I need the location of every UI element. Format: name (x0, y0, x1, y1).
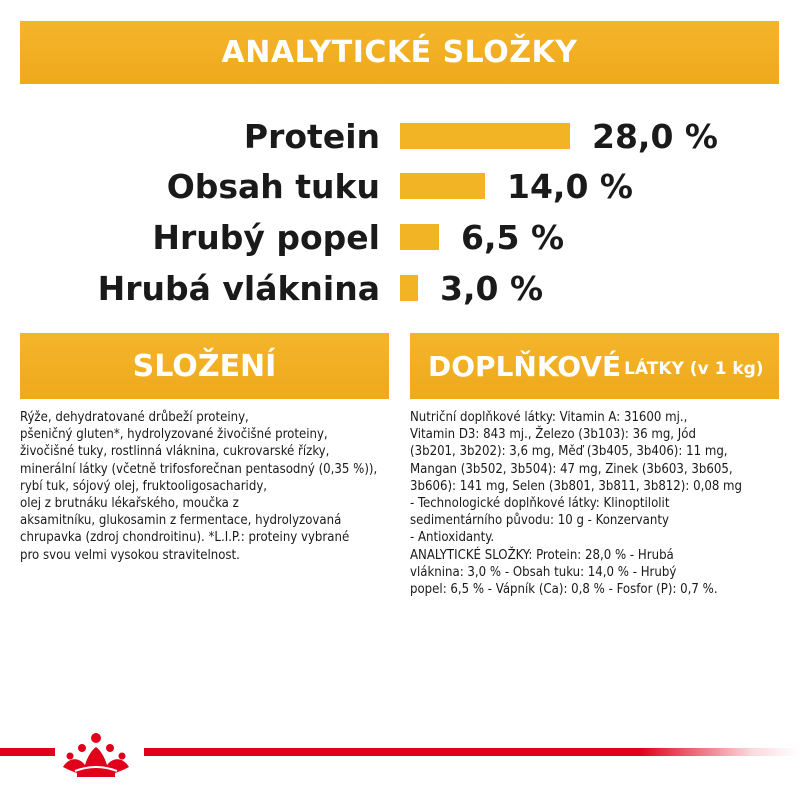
additives-line: - Technologické doplňkové látky: Klinoptilolit (410, 496, 670, 512)
nutrient-row-fat (0, 164, 800, 214)
additives-line: 3b606): 141 mg, Selen (3b801, 3b811, 3b812): 0,08 mg (410, 478, 743, 494)
composition-banner (20, 333, 389, 399)
nutrient-label: Obsah tuku (166, 167, 380, 206)
additives-subtitle: LÁTKY (v 1 kg) (624, 359, 764, 379)
additives-line: sedimentárního původu: 10 g - Konzervanty (410, 513, 669, 529)
composition-title: SLOŽENÍ (132, 348, 277, 384)
nutrient-label: Hrubý popel (152, 218, 380, 257)
composition-line: rybí tuk, sójový olej, fruktooligosacharidy, (20, 478, 268, 494)
additives-title: DOPLŇKOVÉ (428, 349, 622, 383)
analytical-components-banner (20, 21, 779, 84)
nutrient-label: Hrubá vláknina (97, 269, 380, 308)
composition-line: chrupavka (zdroj chondroitinu). *L.I.P.: proteiny vybrané (20, 530, 350, 546)
crown-icon (55, 727, 137, 779)
additives-text (410, 409, 782, 598)
composition-line: živočišné tuky, rostlinná vláknina, cukrovarské řízky, (20, 444, 330, 460)
nutrient-bar (400, 224, 439, 250)
nutrient-value: 6,5 % (461, 218, 565, 257)
nutrient-row-ash (0, 215, 800, 265)
nutrient-bar (400, 123, 570, 149)
composition-line: pro svou velmi vysokou stravitelnost. (20, 547, 240, 563)
additives-banner (410, 333, 779, 399)
nutrient-value: 28,0 % (592, 117, 718, 156)
nutrient-row-fibre (0, 266, 800, 316)
additives-line: (3b201, 3b202): 3,6 mg, Měď (3b405, 3b406): 11 mg, (410, 444, 728, 460)
additives-line: Vitamin D3: 843 mj., Železo (3b103): 36 mg, Jód (410, 427, 696, 443)
composition-line: aksamitníku, glukosamin z fermentace, hydrolyzovaná (20, 513, 342, 529)
composition-line: olej z brutnáku lékařského, moučka z (20, 496, 239, 512)
nutrient-bar (400, 275, 418, 301)
additives-line: Mangan (3b502, 3b504): 47 mg, Zinek (3b603, 3b605, (410, 461, 733, 477)
additives-line: ANALYTICKÉ SLOŽKY: Protein: 28,0 % - Hrubá (410, 547, 674, 563)
nutrient-label: Protein (243, 117, 380, 156)
composition-line: Rýže, dehydratované drůbeží proteiny, (20, 410, 249, 425)
additives-line: popel: 6,5 % - Vápník (Ca): 0,8 % - Fosfor (P): 0,7 %. (410, 582, 718, 598)
composition-line: minerální látky (včetně trifosforečnan pentasodný (0,35 %)), (20, 461, 378, 477)
nutrient-bar (400, 173, 485, 199)
additives-line: - Antioxidanty. (410, 530, 495, 546)
composition-text (20, 409, 390, 564)
nutrient-value: 3,0 % (440, 269, 544, 308)
additives-line: vláknina: 3,0 % - Obsah tuku: 14,0 % - Hrubý (410, 564, 677, 580)
analytical-components-title: ANALYTICKÉ SLOŽKY (221, 35, 578, 70)
composition-line: pšeničný gluten*, hydrolyzované živočišné proteiny, (20, 427, 328, 443)
additives-line: Nutriční doplňkové látky: Vitamin A: 31600 mj., (410, 410, 688, 425)
nutrient-value: 14,0 % (507, 167, 633, 206)
nutrient-row-protein (0, 114, 800, 164)
